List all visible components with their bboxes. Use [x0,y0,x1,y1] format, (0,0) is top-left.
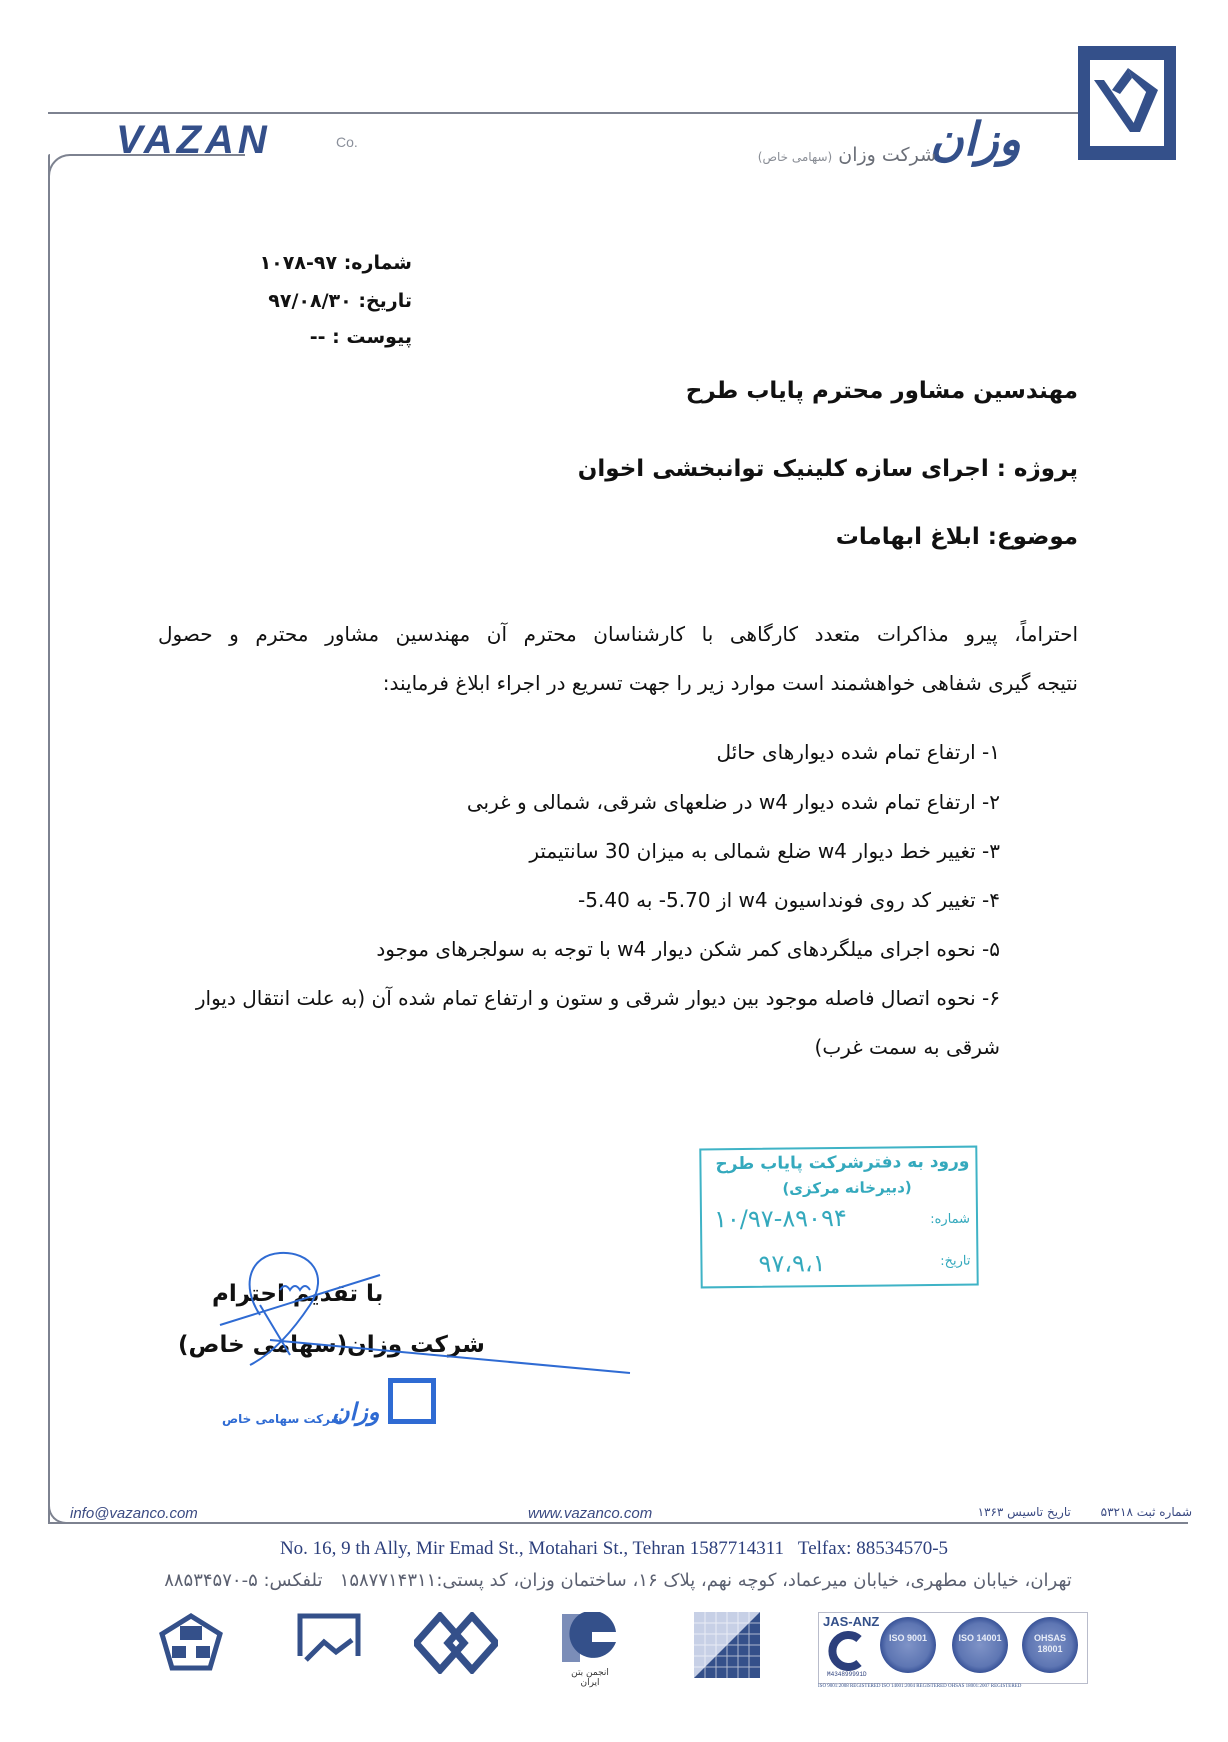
item-text: تغییر خط دیوار w4 ضلع شمالی به میزان 30 سانتیمتر [529,839,976,863]
intro-line-2: نتیجه گیری شفاهی خواهشمند است موارد زیر را جهت تسریع در اجراء ابلاغ فرمایند: [382,671,1078,695]
received-stamp [699,1146,978,1289]
jas-anz-mark-icon [825,1631,875,1671]
footer-website[interactable]: www.vazanco.com [528,1505,653,1522]
ohsas-18001-label: OHSAS 18001 [1033,1633,1066,1654]
subject-line: موضوع: ابلاغ ابهامات [835,524,1078,550]
company-name [758,144,936,166]
item-text: ارتفاع تمام شده دیوار w4 در ضلعهای شرقی، شمالی و غربی [466,790,976,814]
item-number: ۲- [982,790,1000,814]
stamp-line-2: (دبیرخانه مرکزی) [782,1178,912,1198]
iran-concrete-institute-icon [562,1612,618,1664]
company-seal-logo-icon [388,1378,436,1424]
registration-number: شماره ثبت ۵۳۲۱۸ [1100,1505,1192,1519]
signatory-company: شرکت وزان(سهامی خاص) [178,1332,485,1358]
letter-date [240,290,412,312]
list-item [716,740,1000,764]
jas-anz-label: JAS-ANZ [823,1614,880,1629]
logo-v9-icon [1090,60,1164,146]
date-label: تاریخ: [358,290,412,312]
letter-number [240,252,412,274]
ohsas-18001-seal [1022,1617,1078,1673]
company-name-text: شرکت وزان [838,144,936,166]
logo-en-suffix: Co. [336,134,358,150]
item-number: ۴- [982,888,1000,912]
iran-concrete-institute-logo [562,1612,618,1688]
list-item [376,937,1000,961]
item-number: ۵- [982,937,1000,961]
number-value: ۹۷-۱۰۷۸ [259,252,338,274]
iso-14001-label: ISO 14001 [958,1633,1002,1643]
addressee: مهندسین مشاور محترم پایاب طرح [685,378,1078,404]
mass-builders-logo-icon [694,1612,760,1678]
engineering-organization-logo-icon [296,1612,362,1664]
item-number: ۶- [982,986,1000,1010]
logo-en: VAZAN [116,118,271,162]
closing-line: با تقدیم احترام [212,1281,384,1307]
item-number: ۱- [982,740,1000,764]
certification-caption: ISO 9001:2008 REGISTERED ISO 14001:2004 REGISTERED OHSAS 18001:2007 REGISTERED [818,1684,1022,1689]
footer-registration [952,1505,1192,1519]
stamp-number-label: شماره: [930,1211,971,1228]
list-item [529,839,1000,863]
handwritten-signature-icon [180,1245,640,1375]
item-text: نحوه اجرای میلگردهای کمر شکن دیوار w4 با توجه به سولجرهای موجود [376,937,976,961]
certificate-id: M434899991D [827,1671,867,1678]
number-label: شماره: [343,252,412,274]
company-type: (سهامی خاص) [757,150,833,164]
address-fa: تهران، خیابان مطهری، خیابان میرعماد، کوچه نهم، پلاک ۱۶، ساختمان وزان، کد پستی:۱۵۸۷۷۱۴۳۱۱ تلفکس: ۵-۸۸۵۳۴۵۷۰ [164,1570,1072,1591]
attachment-label: پیوست : [332,326,412,348]
item-text: نحوه اتصال فاصله موجود بین دیوار شرقی و ستون و ارتفاع تمام شده آن (به علت انتقال دیوار [195,986,976,1010]
iran-concrete-institute-name: انجمن بتن ایران [571,1668,609,1688]
stamp-number-value: ۱۰/۹۷-۸۹۰۹۴ [713,1203,847,1234]
iso-9001-seal [880,1617,936,1673]
project-line: پروژه : اجرای سازه کلینیک توانبخشی اخوان [577,456,1078,482]
list-item [578,888,1000,912]
iso-9001-label: ISO 9001 [888,1633,928,1643]
date-value: ۹۷/۰۸/۳۰ [268,290,352,312]
logo-mark-inner [1090,60,1164,146]
item-text: ارتفاع تمام شده دیوارهای حائل [716,740,976,764]
stamp-date-value: ۹۷،۹،۱ [758,1249,826,1278]
stamp-line-1: ورود به دفترشرکت پایاب طرح [715,1151,970,1175]
item-number: ۳- [982,839,1000,863]
iso-14001-seal [952,1617,1008,1673]
stamp-date-label: تاریخ: [940,1253,971,1269]
list-item [196,986,1000,1010]
attachment-value: -- [309,326,326,348]
diamond-chain-logo-icon [414,1612,498,1674]
item-text: تغییر کد روی فونداسیون w4 از 5.70- به 5.40- [578,888,976,912]
list-item [467,790,1000,814]
contractors-association-logo-icon [158,1612,224,1672]
logo-fa: وزان [930,112,1021,166]
page-frame [48,154,50,1522]
establishment-date: تاریخ تاسیس ۱۳۶۳ [977,1505,1071,1519]
company-seal-text: شرکت سهامی خاص [222,1412,343,1426]
letter-attachment [240,326,412,348]
company-seal-logo: وزان [332,1398,380,1426]
address-en: No. 16, 9 th Ally, Mir Emad St., Motahari St., Tehran 1587714311 Telfax: 88534570-5 [279,1538,949,1559]
intro-line-1: احتراماً، پیرو مذاکرات متعدد کارگاهی با کارشناسان محترم آن مهندسین مشاور محترم و حصول [158,622,1078,646]
item-continuation: شرقی به سمت غرب) [814,1035,1000,1059]
footer-rule [48,1522,1188,1524]
footer-email[interactable]: info@vazanco.com [70,1505,198,1522]
